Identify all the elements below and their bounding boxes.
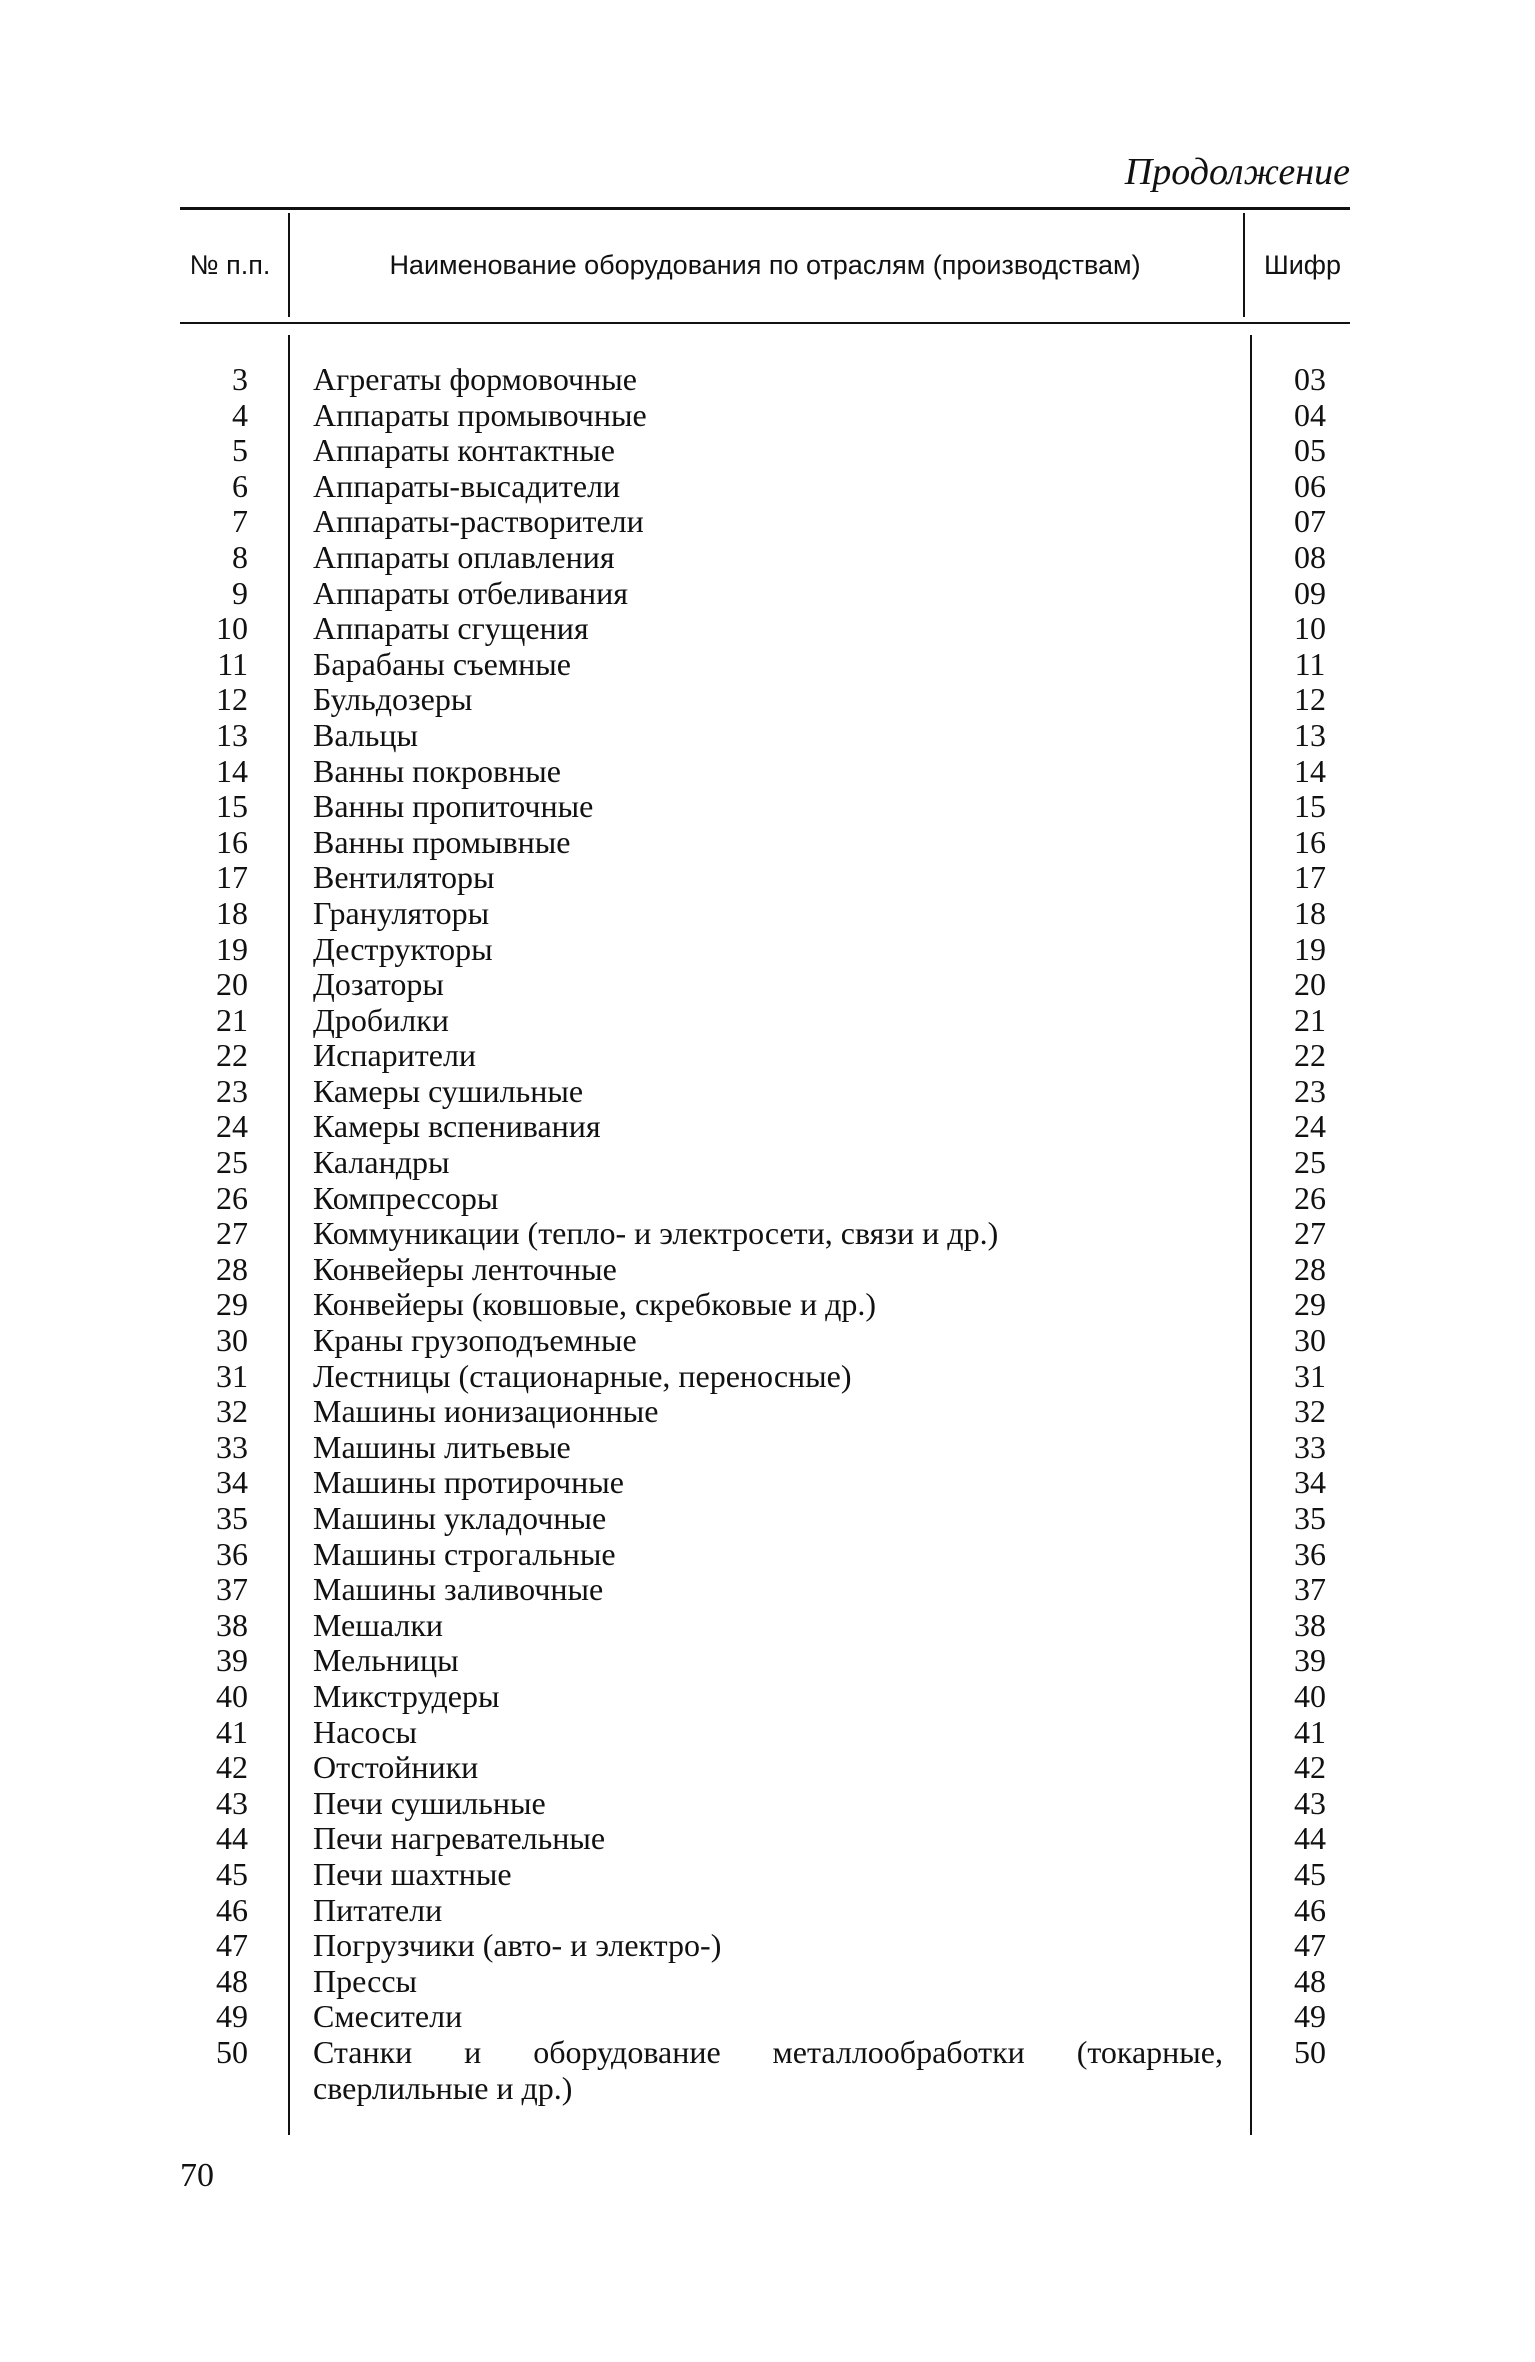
row-number: 35: [216, 1500, 248, 1536]
row-code: 41: [1294, 1713, 1326, 1750]
equipment-table-body: [0, 362, 1535, 2106]
row-code: 17: [1294, 859, 1326, 896]
row-equipment-name: Погрузчики (авто- и электро-): [313, 1927, 722, 1964]
table-row: [0, 540, 1535, 576]
row-number: 47: [216, 1927, 248, 1964]
header-divider-left: [288, 213, 290, 317]
row-equipment-name: Ванны покровные: [313, 752, 561, 789]
row-equipment-name: Микструдеры: [313, 1677, 500, 1714]
row-equipment-name: Вентиляторы: [313, 859, 495, 896]
row-number: 21: [216, 1001, 248, 1038]
table-row: [0, 1181, 1535, 1217]
row-code: 07: [1294, 503, 1326, 540]
row-equipment-name: Аппараты-высадители: [313, 467, 621, 504]
row-number: 5: [232, 432, 248, 469]
table-row: [0, 1679, 1535, 1715]
row-number: 20: [216, 966, 248, 1003]
table-row: [0, 1857, 1535, 1893]
row-number: 26: [216, 1179, 248, 1216]
row-code: 48: [1294, 1962, 1326, 1999]
row-number: 42: [216, 1749, 248, 1786]
row-code: 29: [1294, 1286, 1326, 1323]
row-code: 13: [1294, 716, 1326, 753]
table-row: [0, 860, 1535, 896]
row-number: 10: [216, 610, 248, 647]
row-code: 50: [1294, 2033, 1326, 2070]
row-equipment-name: Печи шахтные: [313, 1855, 512, 1892]
row-number: 17: [216, 859, 248, 896]
row-number: 27: [216, 1215, 248, 1252]
row-code: 11: [1294, 645, 1326, 682]
row-number: 24: [216, 1108, 248, 1145]
table-row: [0, 1999, 1535, 2035]
row-number: 14: [216, 752, 248, 789]
row-code: 05: [1294, 432, 1326, 469]
row-code: 44: [1294, 1820, 1326, 1857]
table-row: [0, 682, 1535, 718]
row-code: 30: [1294, 1322, 1326, 1359]
header-code: Шифр: [1263, 250, 1342, 280]
row-equipment-name: Ванны пропиточные: [313, 788, 594, 825]
table-row: [0, 1216, 1535, 1252]
row-code: 21: [1294, 1001, 1326, 1038]
row-code: 34: [1294, 1464, 1326, 1501]
row-number: 9: [232, 574, 248, 611]
table-row: [0, 433, 1535, 469]
row-equipment-name: Каландры: [313, 1144, 450, 1181]
row-equipment-name: Аппараты промывочные: [313, 396, 647, 433]
row-equipment-name: Насосы: [313, 1713, 418, 1750]
row-code: 33: [1294, 1428, 1326, 1465]
row-code: 46: [1294, 1891, 1326, 1928]
row-equipment-name: Аппараты-растворители: [313, 503, 644, 540]
table-row: [0, 1501, 1535, 1537]
table-row: [0, 1394, 1535, 1430]
row-number: 40: [216, 1677, 248, 1714]
continuation-label: Продолжение: [1124, 151, 1350, 193]
table-row: [0, 1643, 1535, 1679]
header-name: Наименование оборудования по отраслям (производствам): [389, 250, 1141, 280]
row-equipment-name: Конвейеры (ковшовые, скребковые и др.): [313, 1286, 876, 1323]
row-number: 30: [216, 1322, 248, 1359]
row-equipment-name: Машины строгальные: [313, 1535, 616, 1572]
row-code: 04: [1294, 396, 1326, 433]
table-row: [0, 611, 1535, 647]
row-number: 29: [216, 1286, 248, 1323]
row-code: 40: [1294, 1677, 1326, 1714]
row-equipment-name: Машины укладочные: [313, 1500, 607, 1536]
table-row: [0, 1608, 1535, 1644]
table-row: [0, 1430, 1535, 1466]
row-number: 49: [216, 1998, 248, 2035]
row-code: 49: [1294, 1998, 1326, 2035]
row-equipment-name: Аппараты сгущения: [313, 610, 589, 647]
table-row: [0, 362, 1535, 398]
row-code: 16: [1294, 823, 1326, 860]
table-row: [0, 1786, 1535, 1822]
row-code: 20: [1294, 966, 1326, 1003]
row-equipment-name: Коммуникации (тепло- и электросети, связи и др.): [313, 1215, 999, 1252]
table-row: [0, 398, 1535, 434]
table-row: [0, 1572, 1535, 1608]
row-code: 26: [1294, 1179, 1326, 1216]
row-number: 32: [216, 1393, 248, 1430]
table-row: [0, 1465, 1535, 1501]
row-equipment-name: Прессы: [313, 1962, 418, 1999]
row-equipment-name: Мешалки: [313, 1606, 443, 1643]
row-number: 23: [216, 1072, 248, 1109]
row-equipment-name: Деструкторы: [313, 930, 493, 967]
table-row: [0, 1821, 1535, 1857]
table-row: [0, 1074, 1535, 1110]
row-equipment-name: Конвейеры ленточные: [313, 1250, 617, 1287]
row-code: 14: [1294, 752, 1326, 789]
row-equipment-name: Дозаторы: [313, 966, 444, 1003]
table-row: [0, 576, 1535, 612]
row-code: 39: [1294, 1642, 1326, 1679]
row-equipment-name: Смесители: [313, 1998, 463, 2035]
row-number: 6: [232, 467, 248, 504]
table-row: [0, 1750, 1535, 1786]
table-top-rule: [180, 207, 1350, 210]
table-row: [0, 1893, 1535, 1929]
row-equipment-name: Грануляторы: [313, 894, 490, 931]
row-equipment-name: Бульдозеры: [313, 681, 473, 718]
row-number: 31: [216, 1357, 248, 1394]
row-code: 27: [1294, 1215, 1326, 1252]
row-equipment-name: Мельницы: [313, 1642, 459, 1679]
row-equipment-name: Печи сушильные: [313, 1784, 546, 1821]
row-equipment-name: Машины ионизационные: [313, 1393, 659, 1430]
header-bottom-rule: [180, 322, 1350, 324]
table-row: [0, 1928, 1535, 1964]
row-number: 46: [216, 1891, 248, 1928]
row-number: 7: [232, 503, 248, 540]
row-equipment-name: Отстойники: [313, 1749, 479, 1786]
table-row: [0, 1359, 1535, 1395]
row-equipment-name: Аппараты отбеливания: [313, 574, 628, 611]
row-number: 22: [216, 1037, 248, 1074]
table-row: [0, 1323, 1535, 1359]
row-code: 03: [1294, 361, 1326, 397]
row-code: 32: [1294, 1393, 1326, 1430]
row-number: 3: [232, 361, 248, 397]
row-number: 48: [216, 1962, 248, 1999]
table-row: [0, 469, 1535, 505]
row-code: 28: [1294, 1250, 1326, 1287]
row-equipment-name: Аппараты контактные: [313, 432, 615, 469]
row-equipment-name: Питатели: [313, 1891, 443, 1928]
table-row: [0, 1145, 1535, 1181]
row-equipment-name: Аппараты оплавления: [313, 538, 615, 575]
row-equipment-name: Машины протирочные: [313, 1464, 624, 1501]
table-row: [0, 2035, 1535, 2106]
row-equipment-name: Печи нагревательные: [313, 1820, 606, 1857]
row-equipment-name: Вальцы: [313, 716, 419, 753]
row-number: 39: [216, 1642, 248, 1679]
table-row: [0, 647, 1535, 683]
row-number: 37: [216, 1571, 248, 1608]
row-number: 50: [216, 2033, 248, 2070]
table-row: [0, 1715, 1535, 1751]
row-equipment-name: Испарители: [313, 1037, 477, 1074]
row-code: 15: [1294, 788, 1326, 825]
table-row: [0, 932, 1535, 968]
row-code: 23: [1294, 1072, 1326, 1109]
row-code: 43: [1294, 1784, 1326, 1821]
row-code: 06: [1294, 467, 1326, 504]
row-equipment-name: Машины заливочные: [313, 1571, 604, 1608]
row-code: 38: [1294, 1606, 1326, 1643]
row-number: 36: [216, 1535, 248, 1572]
row-code: 09: [1294, 574, 1326, 611]
table-row: [0, 1109, 1535, 1145]
row-number: 12: [216, 681, 248, 718]
row-equipment-name: Компрессоры: [313, 1179, 499, 1216]
table-row: [0, 896, 1535, 932]
row-number: 16: [216, 823, 248, 860]
row-code: 24: [1294, 1108, 1326, 1145]
table-row: [0, 504, 1535, 540]
table-row: [0, 825, 1535, 861]
row-number: 28: [216, 1250, 248, 1287]
row-number: 44: [216, 1820, 248, 1857]
row-code: 47: [1294, 1927, 1326, 1964]
row-number: 13: [216, 716, 248, 753]
row-number: 18: [216, 894, 248, 931]
row-code: 10: [1294, 610, 1326, 647]
row-number: 15: [216, 788, 248, 825]
row-number: 11: [217, 645, 248, 682]
header-divider-right: [1243, 213, 1245, 317]
row-number: 34: [216, 1464, 248, 1501]
table-row: [0, 754, 1535, 790]
row-code: 25: [1294, 1144, 1326, 1181]
row-equipment-name: Дробилки: [313, 1001, 449, 1038]
row-code: 45: [1294, 1855, 1326, 1892]
row-number: 19: [216, 930, 248, 967]
page-number: 70: [180, 2157, 214, 2194]
row-code: 08: [1294, 538, 1326, 575]
row-number: 25: [216, 1144, 248, 1181]
row-number: 4: [232, 396, 248, 433]
row-code: 35: [1294, 1500, 1326, 1536]
row-equipment-name: Барабаны съемные: [313, 645, 571, 682]
row-equipment-name: Ванны промывные: [313, 823, 571, 860]
row-equipment-name: Камеры сушильные: [313, 1072, 584, 1109]
table-row: [0, 789, 1535, 825]
table-row: [0, 1003, 1535, 1039]
row-code: 42: [1294, 1749, 1326, 1786]
row-equipment-name: Машины литьевые: [313, 1428, 571, 1465]
row-equipment-name: Камеры вспенивания: [313, 1108, 601, 1145]
row-number: 8: [232, 538, 248, 575]
table-row: [0, 1537, 1535, 1573]
row-number: 38: [216, 1606, 248, 1643]
table-row: [0, 1038, 1535, 1074]
row-number: 33: [216, 1428, 248, 1465]
row-code: 37: [1294, 1571, 1326, 1608]
row-code: 12: [1294, 681, 1326, 718]
row-equipment-name: Станки и оборудование металлообработки (токарные, сверлильные и др.): [313, 2033, 1223, 2106]
row-code: 19: [1294, 930, 1326, 967]
table-row: [0, 1964, 1535, 2000]
table-row: [0, 718, 1535, 754]
header-number: № п.п.: [189, 250, 271, 280]
row-code: 31: [1294, 1357, 1326, 1394]
row-code: 36: [1294, 1535, 1326, 1572]
row-equipment-name: Агрегаты формовочные: [313, 361, 637, 397]
row-number: 43: [216, 1784, 248, 1821]
table-row: [0, 1287, 1535, 1323]
row-number: 41: [216, 1713, 248, 1750]
table-row: [0, 1252, 1535, 1288]
table-row: [0, 967, 1535, 1003]
row-equipment-name: Краны грузоподъемные: [313, 1322, 637, 1359]
row-number: 45: [216, 1855, 248, 1892]
row-code: 22: [1294, 1037, 1326, 1074]
row-equipment-name: Лестницы (стационарные, переносные): [313, 1357, 852, 1394]
row-code: 18: [1294, 894, 1326, 931]
